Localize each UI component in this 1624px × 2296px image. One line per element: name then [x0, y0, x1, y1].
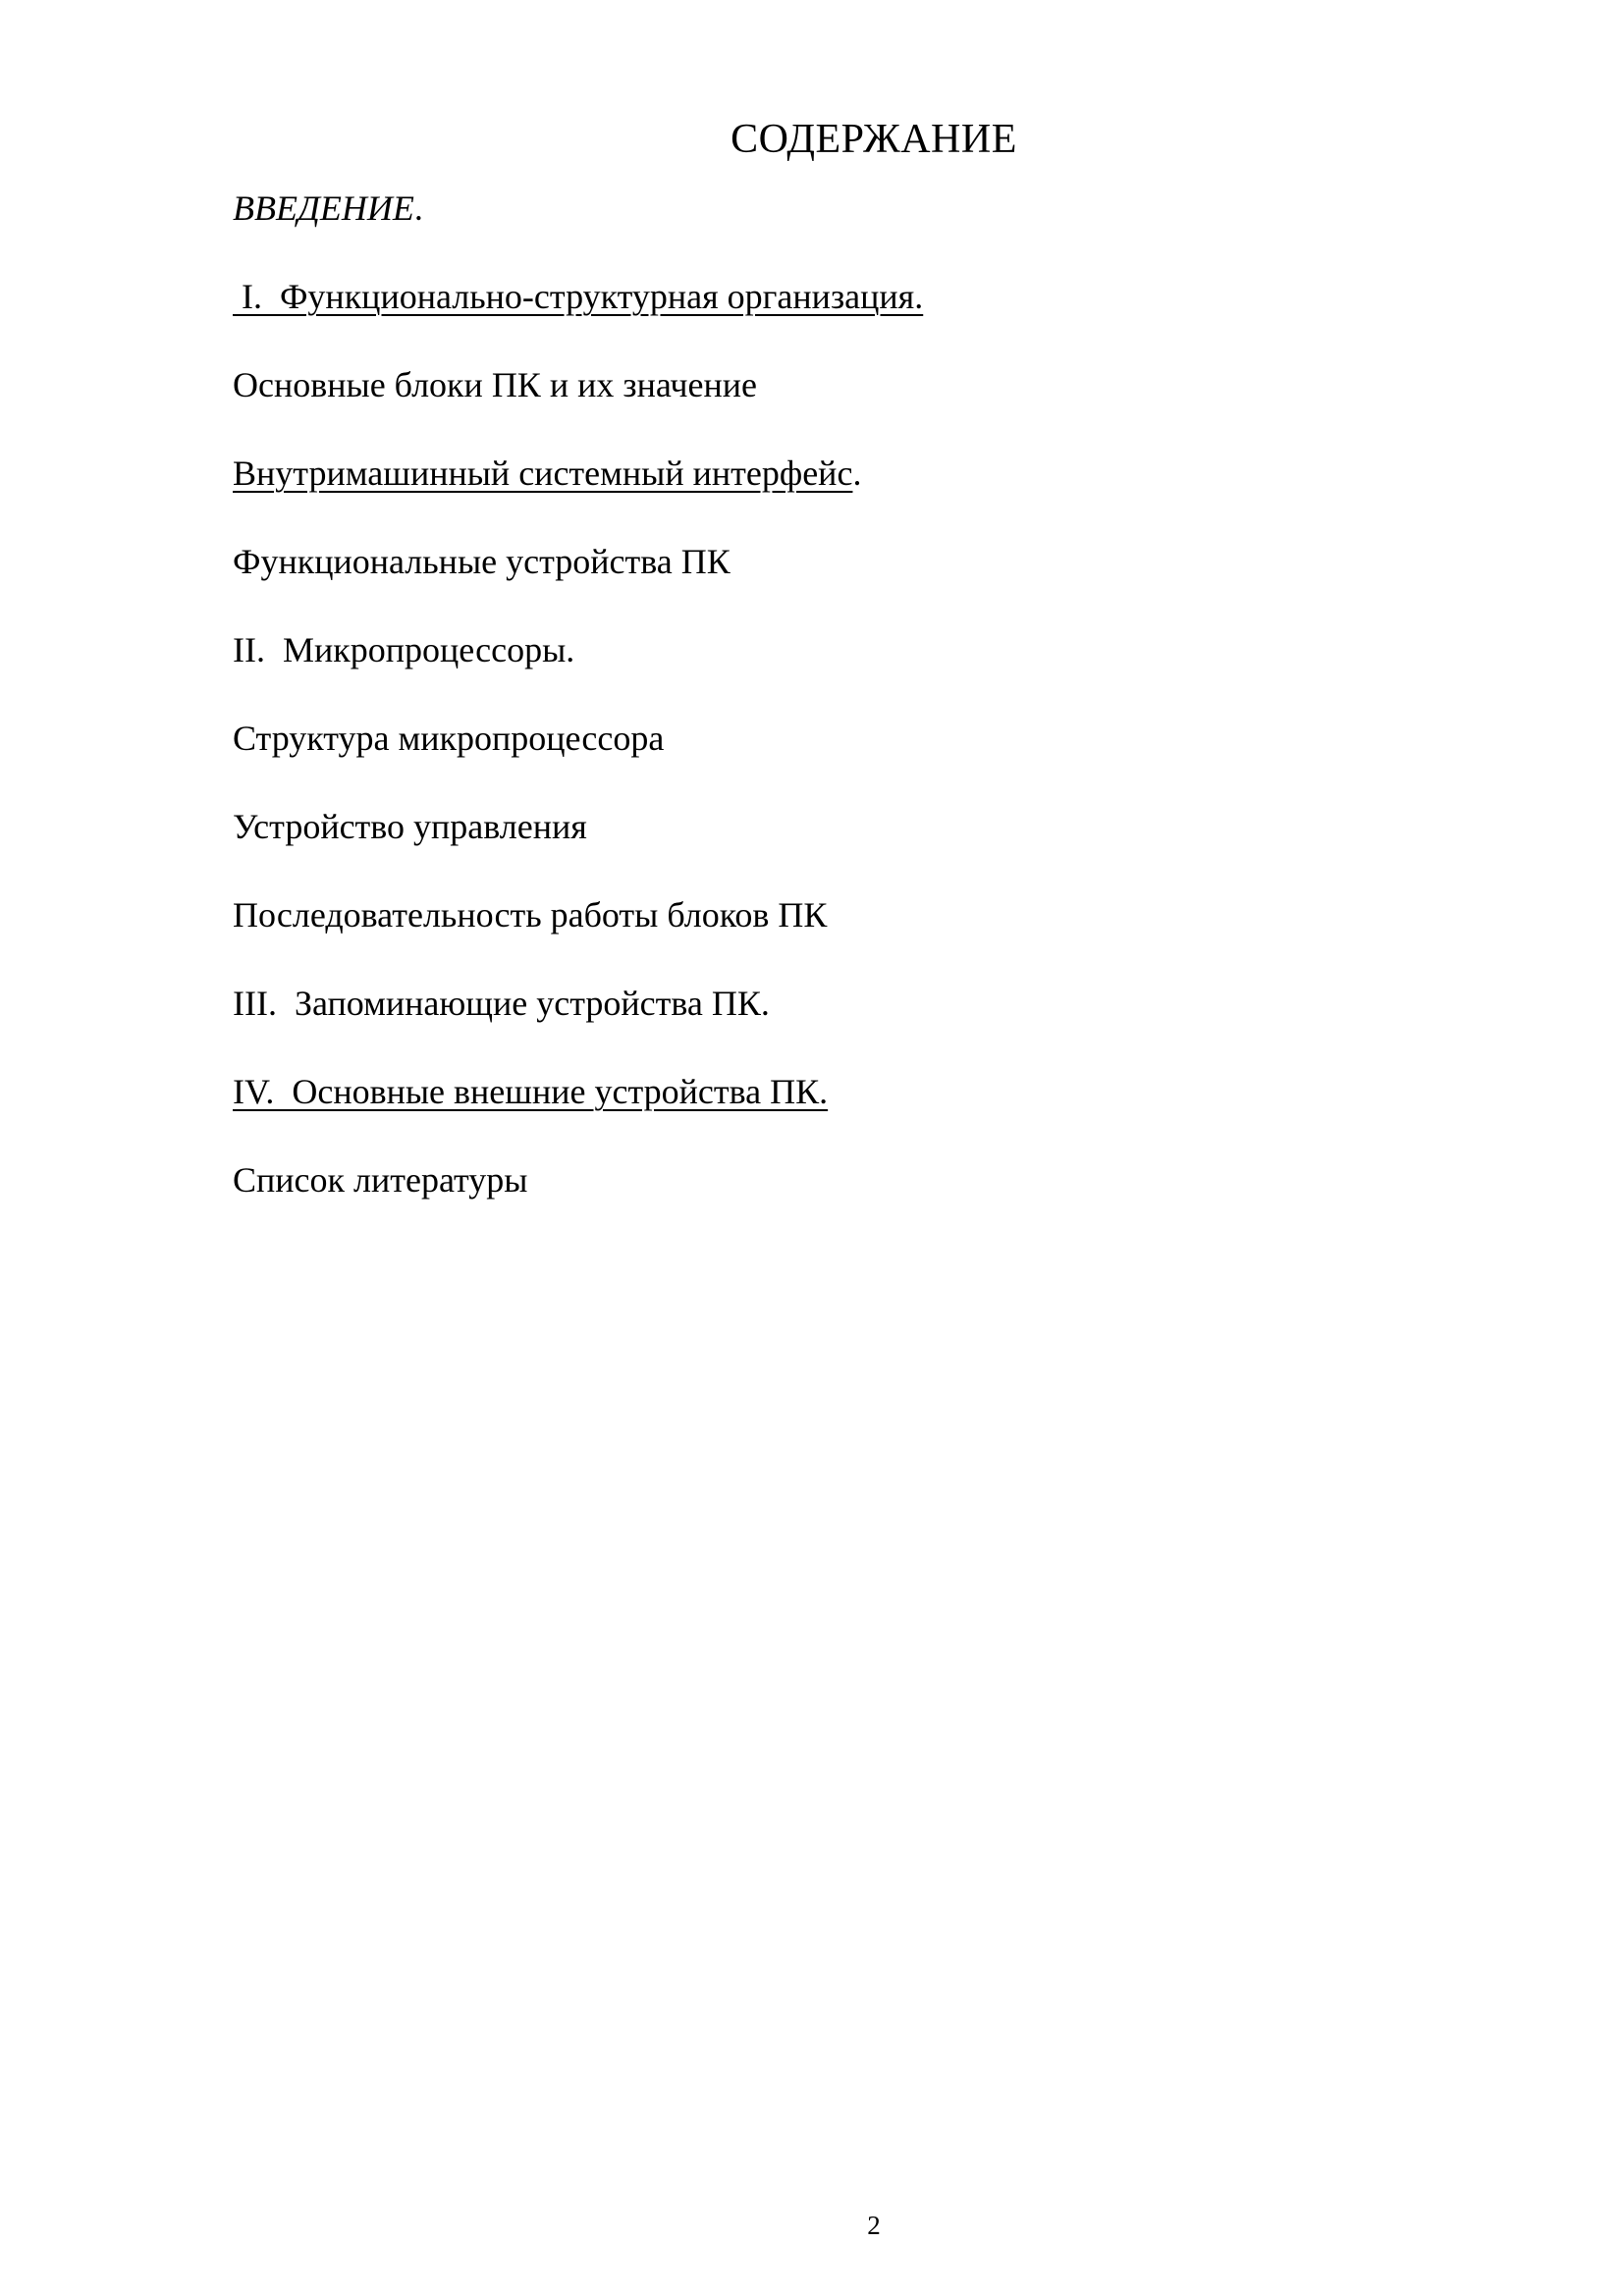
- toc-entry-text: Функциональные устройства ПК: [233, 542, 731, 581]
- toc-entry-section-1: [233, 275, 923, 318]
- toc-entry-processor-structure: [233, 717, 664, 760]
- page-number: 2: [867, 2211, 881, 2240]
- toc-entry-text: I. Функционально-структурная организация.: [233, 277, 924, 316]
- toc-entry-text: Устройство управления: [233, 807, 587, 846]
- toc-entry-bibliography: [233, 1158, 527, 1201]
- toc-entry-text: Внутримашинный системный интерфейс: [233, 454, 853, 493]
- toc-entry-text: ВВЕДЕНИЕ: [233, 188, 414, 228]
- toc-entry-section-4: [233, 1070, 828, 1113]
- toc-entry-text: II. Микропроцессоры.: [233, 630, 575, 669]
- toc-entry-text: Последовательность работы блоков ПК: [233, 895, 828, 934]
- toc-entry-introduction: [233, 187, 423, 230]
- toc-entry-text: Список литературы: [233, 1160, 528, 1200]
- toc-entry-section-3: [233, 982, 770, 1025]
- toc-entry-system-interface: [233, 452, 861, 495]
- toc-entry-text: Структура микропроцессора: [233, 719, 665, 758]
- toc-entry-suffix: .: [852, 454, 862, 493]
- toc-entry-block-sequence: [233, 893, 827, 936]
- toc-entry-functional-devices: [233, 540, 731, 583]
- toc-entry-text: Основные блоки ПК и их значение: [233, 365, 757, 404]
- toc-entry-main-blocks: [233, 363, 757, 406]
- toc-entry-text: IV. Основные внешние устройства ПК.: [233, 1072, 829, 1111]
- page-title: СОДЕРЖАНИЕ: [731, 117, 1017, 162]
- toc-entry-suffix: .: [413, 188, 423, 228]
- toc-entry-control-unit: [233, 805, 587, 848]
- toc-entry-text: III. Запоминающие устройства ПК.: [233, 984, 770, 1023]
- toc-entry-section-2: [233, 628, 574, 671]
